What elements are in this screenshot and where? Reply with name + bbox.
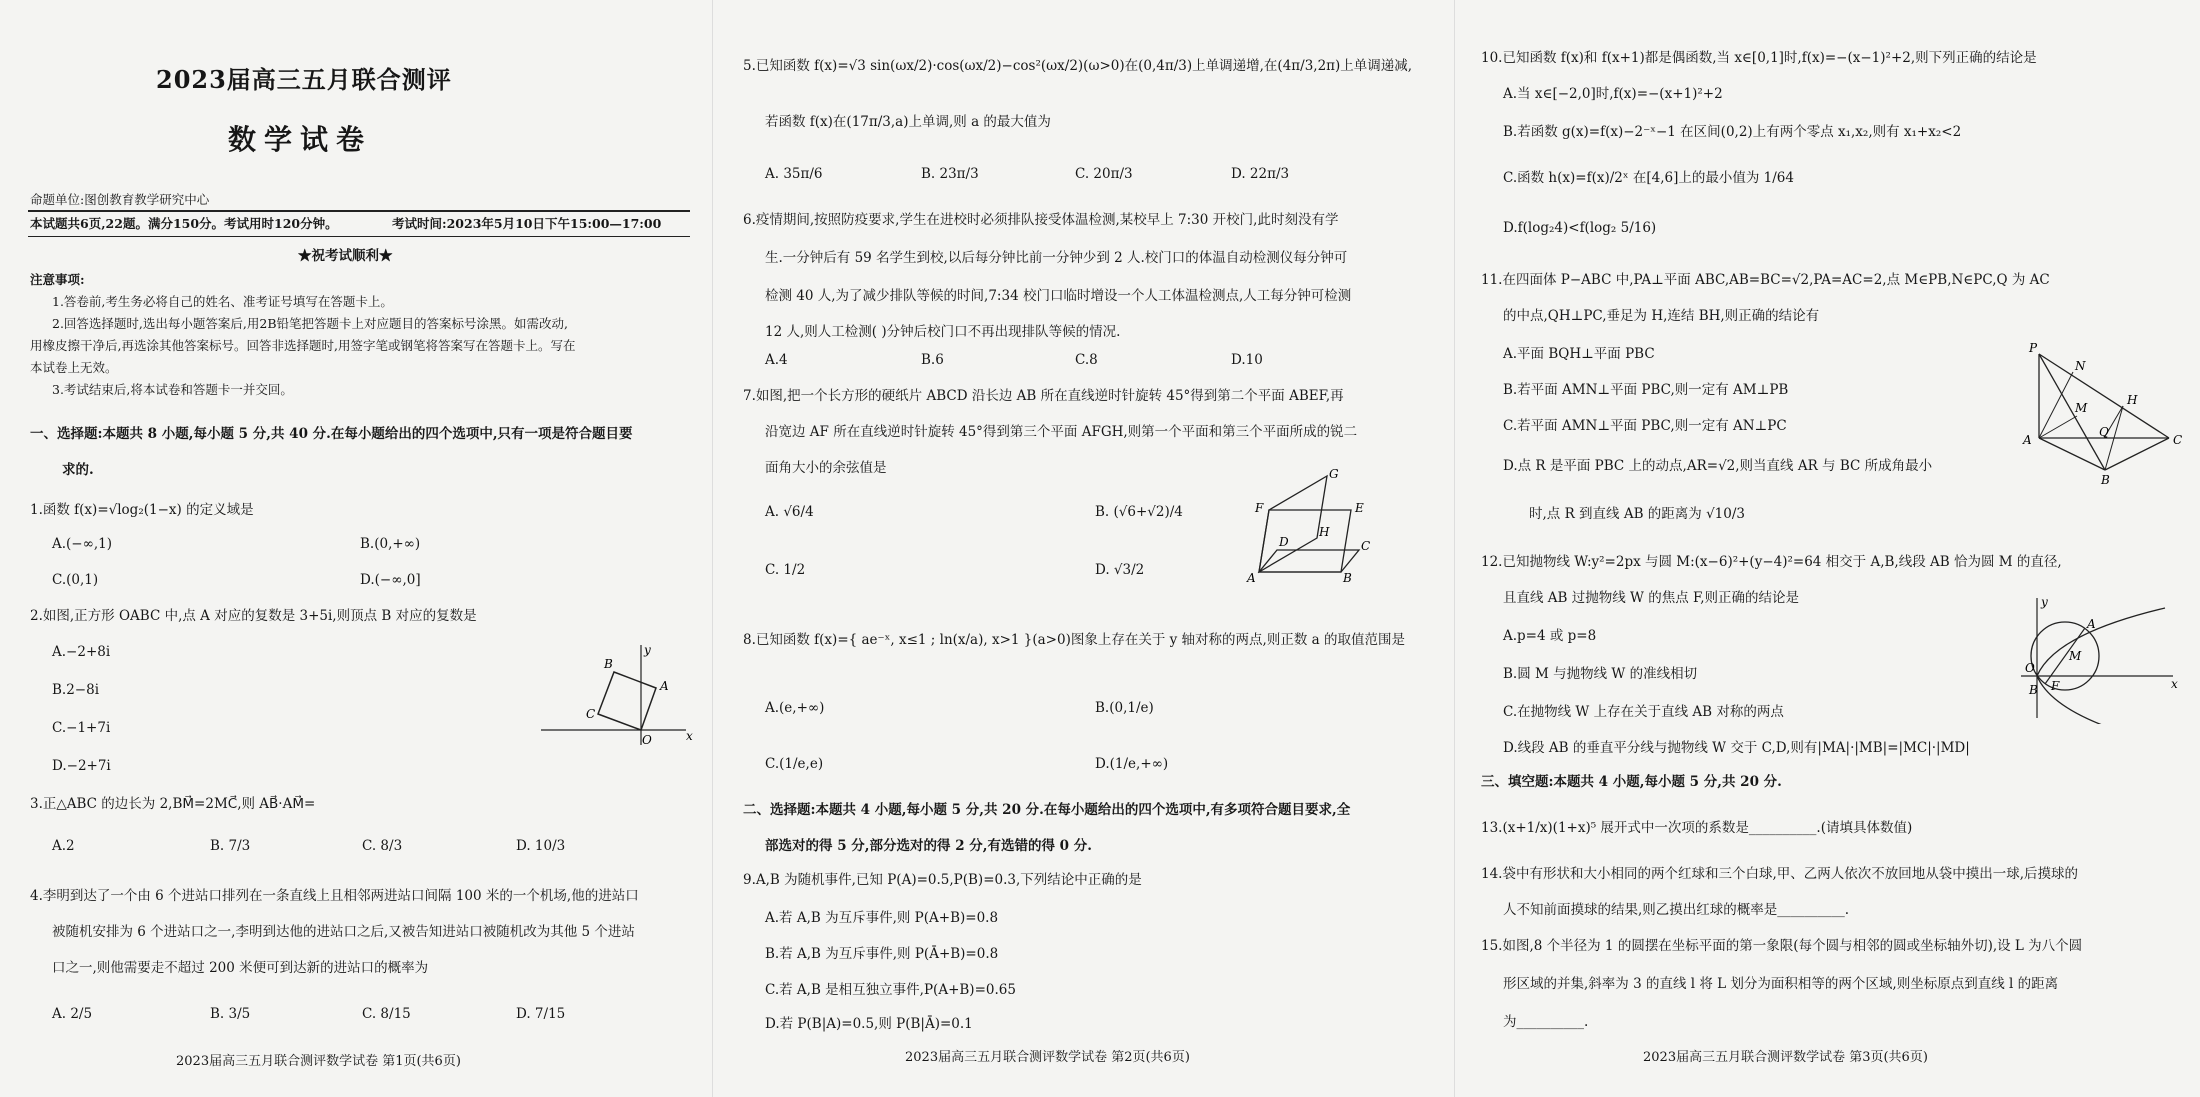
label-o: O bbox=[2025, 661, 2035, 675]
label-h: H bbox=[1319, 525, 1330, 539]
label-q: Q bbox=[2099, 425, 2109, 439]
header-rule-2 bbox=[28, 236, 690, 237]
label-b: B bbox=[1343, 571, 1352, 585]
q6-option-b: B.6 bbox=[921, 352, 944, 368]
q7-folded-plane-figure bbox=[1243, 466, 1393, 588]
label-e: E bbox=[1355, 501, 1364, 515]
label-o: O bbox=[642, 733, 652, 747]
q7-option-c: C. 1/2 bbox=[765, 562, 806, 578]
square-oabc bbox=[598, 672, 656, 730]
page-footer: 2023届高三五月联合测评数学试卷 第2页(共6页) bbox=[905, 1050, 1190, 1065]
label-f: F bbox=[2051, 679, 2060, 693]
q12-option-c: C.在抛物线 W 上存在关于直线 AB 对称的两点 bbox=[1503, 704, 1784, 720]
section-1-heading: 一、选择题:本题共 8 小题,每小题 5 分,共 40 分.在每小题给出的四个选项中,只有一项是符合题目要 bbox=[30, 426, 633, 442]
q6-option-c: C.8 bbox=[1075, 352, 1098, 368]
label-c: C bbox=[586, 707, 596, 721]
label-m: M bbox=[2069, 649, 2082, 663]
label-a: A bbox=[2023, 433, 2032, 447]
q5-option-b: B. 23π/3 bbox=[921, 166, 979, 182]
page-1 bbox=[0, 0, 712, 1097]
q11-option-c: C.若平面 AMN⊥平面 PBC,则一定有 AN⊥PC bbox=[1503, 418, 1787, 434]
q13-stem: 13.(x+1/x)(1+x)⁵ 展开式中一次项的系数是__________.(请填具体数值) bbox=[1481, 820, 1913, 836]
q9-option-c: C.若 A,B 是相互独立事件,P(A+B)=0.65 bbox=[765, 982, 1016, 998]
good-luck: ★祝考试顺利★ bbox=[298, 248, 393, 264]
q5-stem: 5.已知函数 f(x)=√3 sin(ωx/2)·cos(ωx/2)−cos²(ωx/2)(ω>0)在(0,4π/3)上单调递增,在(4π/3,2π)上单调递减, bbox=[743, 58, 1413, 74]
label-p: P bbox=[2029, 341, 2038, 355]
q3-option-b: B. 7/3 bbox=[210, 838, 251, 854]
q4-stem-cont: 被随机安排为 6 个进站口之一,李明到达他的进站口之后,又被告知进站口被随机改为其他 5 个进站 bbox=[52, 924, 635, 940]
q12-stem: 12.已知抛物线 W:y²=2px 与圆 M:(x−6)²+(y−4)²=64 相交于 A,B,线段 AB 恰为圆 M 的直径, bbox=[1481, 554, 2062, 570]
label-a: A bbox=[1247, 571, 1256, 585]
notice-line: 用橡皮擦干净后,再选涂其他答案标号。回答非选择题时,用签字笔或钢笔将答案写在答题卡上。写在 bbox=[30, 338, 576, 353]
q3-option-c: C. 8/3 bbox=[362, 838, 403, 854]
label-g: G bbox=[1329, 467, 1339, 481]
q2-option-d: D.−2+7i bbox=[52, 758, 111, 774]
edge-pb bbox=[2039, 354, 2105, 470]
q4-stem-cont: 口之一,则他需要走不超过 200 米便可到达新的进站口的概率为 bbox=[52, 960, 429, 976]
q3-stem: 3.正△ABC 的边长为 2,BM⃗=2MC⃗,则 AB⃗·AM⃗= bbox=[30, 796, 316, 812]
q3-option-a: A.2 bbox=[52, 838, 75, 854]
page-footer: 2023届高三五月联合测评数学试卷 第1页(共6页) bbox=[176, 1054, 461, 1069]
q12-option-a: A.p=4 或 p=8 bbox=[1503, 628, 1597, 644]
q1-option-c: C.(0,1) bbox=[52, 572, 99, 588]
label-x: x bbox=[2171, 677, 2178, 691]
q11-tetrahedron-figure bbox=[2019, 338, 2189, 488]
q8-option-c: C.(1/e,e) bbox=[765, 756, 824, 772]
q9-option-b: B.若 A,B 为互斥事件,则 P(Ā+B)=0.8 bbox=[765, 946, 999, 962]
q3-option-d: D. 10/3 bbox=[516, 838, 566, 854]
q1-option-b: B.(0,+∞) bbox=[360, 536, 421, 552]
label-b: B bbox=[2101, 473, 2110, 487]
exam-info-left: 本试题共6页,22题。满分150分。考试用时120分钟。 bbox=[30, 216, 338, 231]
q8-stem: 8.已知函数 f(x)={ ae⁻ˣ, x≤1 ; ln(x/a), x>1 }(a>0)图象上存在关于 y 轴对称的两点,则正数 a 的取值范围是 bbox=[743, 632, 1405, 648]
plane-abef bbox=[1259, 510, 1351, 572]
q9-stem: 9.A,B 为随机事件,已知 P(A)=0.5,P(B)=0.3,下列结论中正确的是 bbox=[743, 872, 1142, 888]
q10-option-b: B.若函数 g(x)=f(x)−2⁻ˣ−1 在区间(0,2)上有两个零点 x₁,x₂,则有 x₁+x₂<2 bbox=[1503, 124, 1962, 140]
q4-option-c: C. 8/15 bbox=[362, 1006, 411, 1022]
q9-option-d: D.若 P(B|A)=0.5,则 P(B|Ā)=0.1 bbox=[765, 1016, 973, 1032]
q7-option-a: A. √6/4 bbox=[765, 504, 814, 520]
q5-option-c: C. 20π/3 bbox=[1075, 166, 1133, 182]
section-2-heading: 二、选择题:本题共 4 小题,每小题 5 分,共 20 分.在每小题给出的四个选项中,有多项符合题目要求,全 bbox=[743, 802, 1351, 818]
q5-stem-cont: 若函数 f(x)在(17π/3,a)上单调,则 a 的最大值为 bbox=[765, 114, 1051, 130]
header-rule bbox=[28, 210, 690, 212]
q7-stem-cont: 沿宽边 AF 所在直线逆时针旋转 45°得到第三个平面 AFGH,则第一个平面和第三个平面所成的锐二 bbox=[765, 424, 1358, 440]
label-b: B bbox=[2029, 683, 2038, 697]
q11-stem: 11.在四面体 P−ABC 中,PA⊥平面 ABC,AB=BC=√2,PA=AC=2,点 M∈PB,N∈PC,Q 为 AC bbox=[1481, 272, 2050, 288]
section-3-heading: 三、填空题:本题共 4 小题,每小题 5 分,共 20 分. bbox=[1481, 774, 1782, 790]
page-2 bbox=[712, 0, 1454, 1097]
q2-stem: 2.如图,正方形 OABC 中,点 A 对应的复数是 3+5i,则顶点 B 对应的复数是 bbox=[30, 608, 477, 624]
q4-option-b: B. 3/5 bbox=[210, 1006, 251, 1022]
q9-option-a: A.若 A,B 为互斥事件,则 P(A+B)=0.8 bbox=[765, 910, 999, 926]
label-c: C bbox=[1361, 539, 1371, 553]
q14-stem: 14.袋中有形状和大小相同的两个红球和三个白球,甲、乙两人依次不放回地从袋中摸出一球,后摸球的 bbox=[1481, 866, 2079, 882]
q12-parabola-figure bbox=[2015, 594, 2185, 724]
label-a: A bbox=[2087, 617, 2096, 631]
q11-option-d-cont: 时,点 R 到直线 AB 的距离为 √10/3 bbox=[1529, 506, 1745, 522]
q6-stem: 6.疫情期间,按照防疫要求,学生在进校时必须排队接受体温检测,某校早上 7:30 开校门,此时刻没有学 bbox=[743, 212, 1339, 228]
q15-stem-cont: 为__________. bbox=[1503, 1014, 1589, 1030]
q15-stem: 15.如图,8 个半径为 1 的圆摆在坐标平面的第一象限(每个圆与相邻的圆或坐标轴外切),设 L 为八个圆 bbox=[1481, 938, 2083, 954]
exam-title: 2023届高三五月联合测评 bbox=[156, 65, 452, 94]
q1-option-d: D.(−∞,0] bbox=[360, 572, 421, 588]
q4-stem: 4.李明到达了一个由 6 个进站口排列在一条直线上且相邻两进站口间隔 100 米的一个机场,他的进站口 bbox=[30, 888, 639, 904]
q11-option-a: A.平面 BQH⊥平面 PBC bbox=[1503, 346, 1655, 362]
label-y: y bbox=[2041, 595, 2048, 609]
q10-option-c: C.函数 h(x)=f(x)/2ˣ 在[4,6]上的最小值为 1/64 bbox=[1503, 170, 1794, 186]
label-c: C bbox=[2173, 433, 2183, 447]
q7-option-b: B. (√6+√2)/4 bbox=[1095, 504, 1183, 520]
q1-option-a: A.(−∞,1) bbox=[52, 536, 113, 552]
q11-option-b: B.若平面 AMN⊥平面 PBC,则一定有 AM⊥PB bbox=[1503, 382, 1789, 398]
notice-title: 注意事项: bbox=[30, 272, 85, 287]
q8-option-a: A.(e,+∞) bbox=[765, 700, 825, 716]
plane-afgh bbox=[1259, 476, 1327, 572]
q6-stem-cont: 12 人,则人工检测( )分钟后校门口不再出现排队等候的情况. bbox=[765, 324, 1121, 340]
q7-option-d: D. √3/2 bbox=[1095, 562, 1145, 578]
q10-option-a: A.当 x∈[−2,0]时,f(x)=−(x+1)²+2 bbox=[1503, 86, 1723, 102]
q12-option-d: D.线段 AB 的垂直平分线与抛物线 W 交于 C,D,则有|MA|·|MB|=|MC|·|MD| bbox=[1503, 740, 1970, 756]
label-f: F bbox=[1255, 501, 1264, 515]
q8-option-d: D.(1/e,+∞) bbox=[1095, 756, 1169, 772]
label-y: y bbox=[644, 643, 651, 657]
q7-stem: 7.如图,把一个长方形的硬纸片 ABCD 沿长边 AB 所在直线逆时针旋转 45°得到第二个平面 ABEF,再 bbox=[743, 388, 1344, 404]
q2-option-b: B.2−8i bbox=[52, 682, 100, 698]
notice-line: 2.回答选择题时,选出每小题答案后,用2B铅笔把答题卡上对应题目的答案标号涂黑。如需改动, bbox=[52, 316, 568, 331]
parabola-w bbox=[2037, 608, 2165, 724]
q12-stem-cont: 且直线 AB 过抛物线 W 的焦点 F,则正确的结论是 bbox=[1503, 590, 1800, 606]
q2-square-figure bbox=[536, 640, 696, 750]
q4-option-a: A. 2/5 bbox=[52, 1006, 93, 1022]
q12-option-b: B.圆 M 与抛物线 W 的准线相切 bbox=[1503, 666, 1698, 682]
setter-unit: 命题单位:图创教育教学研究中心 bbox=[30, 192, 210, 207]
exam-info-right: 考试时间:2023年5月10日下午15:00—17:00 bbox=[392, 216, 662, 231]
q11-option-d: D.点 R 是平面 PBC 上的动点,AR=√2,则当直线 AR 与 BC 所成角最小 bbox=[1503, 458, 1933, 474]
section-2-heading-cont: 部选对的得 5 分,部分选对的得 2 分,有选错的得 0 分. bbox=[765, 838, 1092, 854]
edge-ab bbox=[2039, 438, 2105, 470]
edge-bc bbox=[2105, 438, 2169, 470]
label-d: D bbox=[1279, 535, 1289, 549]
q6-option-d: D.10 bbox=[1231, 352, 1263, 368]
page-3 bbox=[1454, 0, 2200, 1097]
q2-option-c: C.−1+7i bbox=[52, 720, 111, 736]
q11-stem-cont: 的中点,QH⊥PC,垂足为 H,连结 BH,则正确的结论有 bbox=[1503, 308, 1820, 324]
notice-line: 本试卷上无效。 bbox=[30, 360, 118, 375]
q7-stem-cont: 面角大小的余弦值是 bbox=[765, 460, 887, 476]
exam-subject: 数学试卷 bbox=[228, 123, 373, 156]
label-h: H bbox=[2127, 393, 2138, 407]
label-m: M bbox=[2075, 401, 2088, 415]
q10-stem: 10.已知函数 f(x)和 f(x+1)都是偶函数,当 x∈[0,1]时,f(x)=−(x−1)²+2,则下列正确的结论是 bbox=[1481, 50, 2037, 66]
q6-stem-cont: 检测 40 人,为了减少排队等候的时间,7:34 校门口临时增设一个人工体温检测点,人工每分钟可检测 bbox=[765, 288, 1352, 304]
page-footer: 2023届高三五月联合测评数学试卷 第3页(共6页) bbox=[1643, 1050, 1928, 1065]
q1-stem: 1.函数 f(x)=√log₂(1−x) 的定义域是 bbox=[30, 502, 254, 518]
q8-option-b: B.(0,1/e) bbox=[1095, 700, 1154, 716]
q5-option-a: A. 35π/6 bbox=[765, 166, 823, 182]
q5-option-d: D. 22π/3 bbox=[1231, 166, 1290, 182]
label-n: N bbox=[2075, 359, 2086, 373]
q2-option-a: A.−2+8i bbox=[52, 644, 111, 660]
q14-stem-cont: 人不知前面摸球的结果,则乙摸出红球的概率是__________. bbox=[1503, 902, 1850, 918]
q6-stem-cont: 生.一分钟后有 59 名学生到校,以后每分钟比前一分钟少到 2 人.校门口的体温自动检测仪每分钟可 bbox=[765, 250, 1348, 266]
label-x: x bbox=[686, 729, 693, 743]
label-a: A bbox=[660, 679, 669, 693]
section-1-heading-cont: 求的. bbox=[62, 462, 94, 478]
q6-option-a: A.4 bbox=[765, 352, 788, 368]
notice-line: 1.答卷前,考生务必将自己的姓名、准考证号填写在答题卡上。 bbox=[52, 294, 393, 309]
notice-line: 3.考试结束后,将本试卷和答题卡一并交回。 bbox=[52, 382, 293, 397]
q15-stem-cont: 形区域的并集,斜率为 3 的直线 l 将 L 划分为面积相等的两个区域,则坐标原点到直线 l 的距离 bbox=[1503, 976, 2059, 992]
q4-option-d: D. 7/15 bbox=[516, 1006, 566, 1022]
label-b: B bbox=[604, 657, 613, 671]
q10-option-d: D.f(log₂4)<f(log₂ 5/16) bbox=[1503, 220, 1657, 236]
